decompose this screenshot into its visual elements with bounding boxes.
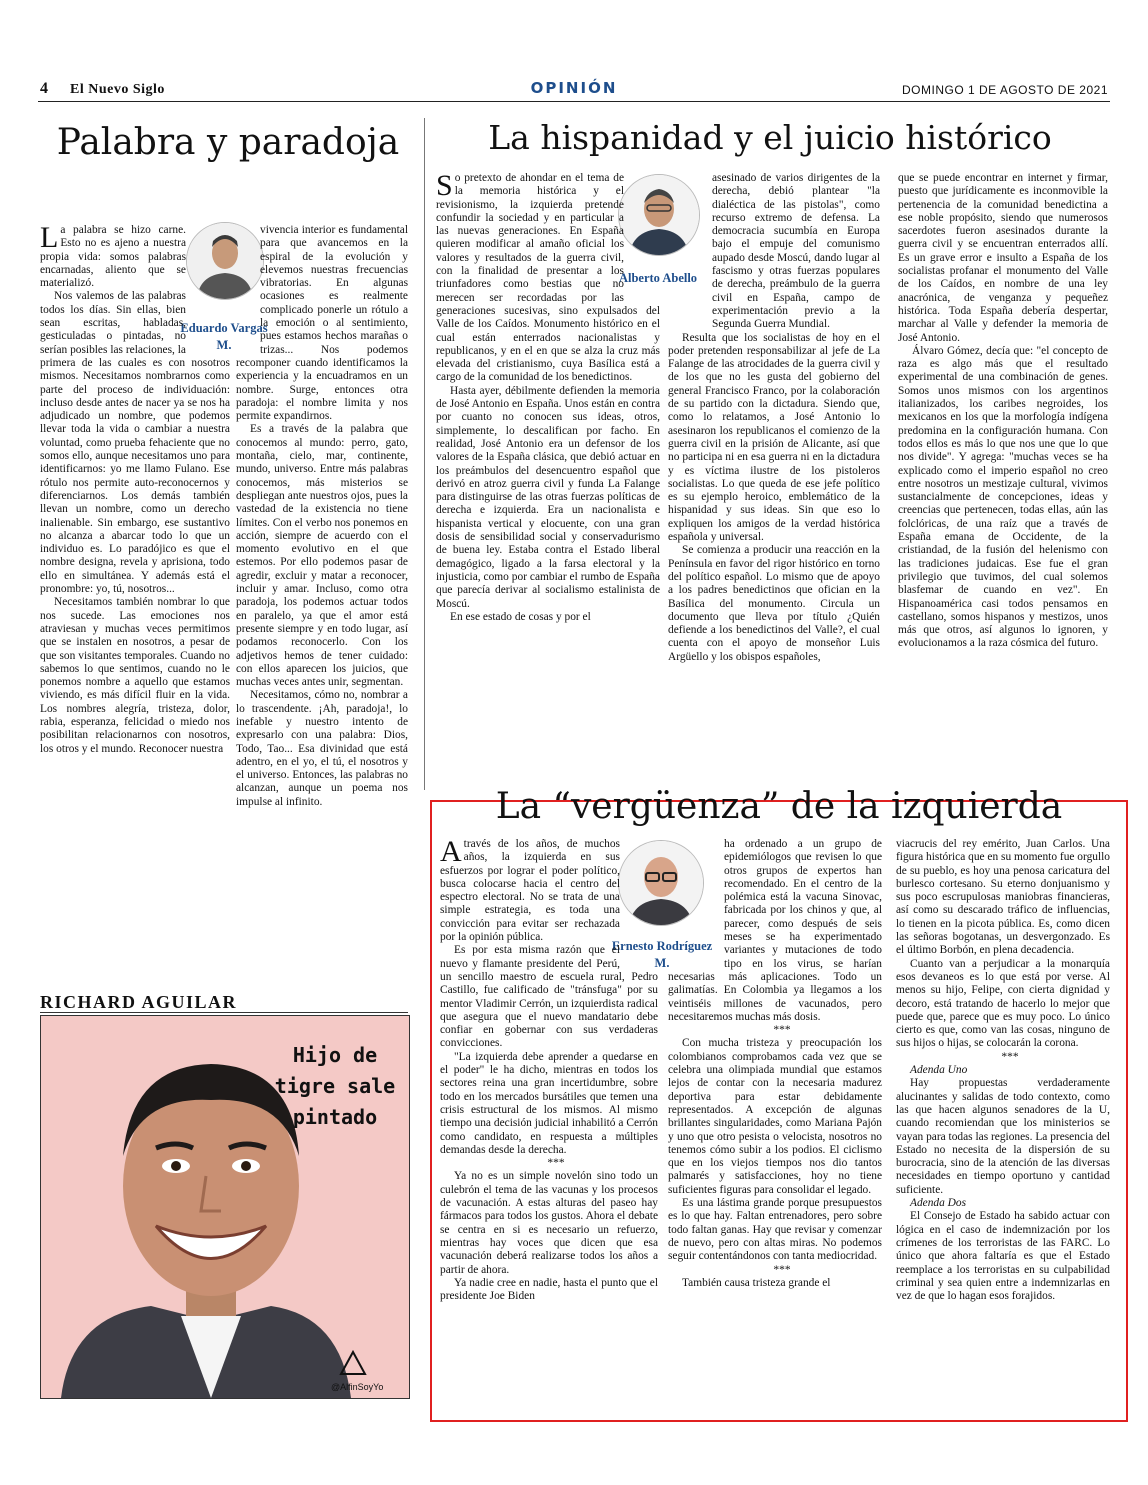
paragraph: Ya nadie cree en nadie, hasta el punto que el presidente Joe Biden — [440, 1276, 658, 1303]
paragraph: Hay propuestas verdaderamente alucinantes y salidas de todo contexto, como las que hacen algunos senadores de la U, cuando recomiendan que los ministerios se vayan para todas las regiones. La presencia del Estado no necesita de la dispersión de su burocracia, sino de la atención de las diversas necesidades en tiempo oportuno y cantidad suficiente. — [896, 1077, 1110, 1196]
author-byline: Ernesto Rodríguez M. — [611, 939, 713, 970]
cartoon-rule — [40, 1012, 408, 1013]
article-title: La “vergüenza” de la izquierda — [495, 786, 1063, 827]
paragraph: También causa tristeza grande el — [682, 1276, 831, 1289]
header-rule — [38, 101, 1110, 102]
paragraph: través de los años, de muchos años, la izquierda en sus esfuerzos por lograr el poder político, busca colocarse hacia el centro del espectro electoral. No se trata de una simple estrategia, es toda una convicción para evitar ser rechazada por la opinión pública. — [440, 838, 620, 944]
article-column — [668, 172, 880, 758]
article-column — [898, 172, 1108, 758]
author-byline: Eduardo Vargas M. — [180, 321, 268, 352]
section-separator: *** — [1001, 1050, 1019, 1063]
article-column — [40, 224, 230, 984]
paragraph: En ese estado de cosas y por el — [450, 610, 591, 623]
paragraph: o pretexto de ahondar en el tema de la memoria histórica y el revisionismo, la izquierda pretende confundir la sociedad y en particular a las nuevas generaciones. En España quieren modificar al amaño oficial los valores y resultados de la guerra civil, con la finalidad de presentar a los triunfadores como bestias que no merecen ser recordadas por las generaciones sucesivas, sino expulsados del Valle de los Caídos. Monumento histórico en el cual están enterrados nacionalistas y republicanos, y en el en que se alza la cruz más elevada del cristianismo, cuya Basílica está a cargo de la comunidad de los benedictinos. — [436, 172, 660, 384]
article-title: Palabra y paradoja — [56, 122, 400, 163]
paragraph: "La izquierda debe aprender a quedarse en el poder" le ha dicho, mientras en todos los sectores reina una gran incertidumbre, sobre todo en los mercados bursátiles que temen una crisis estructural de los mismos. Al mismo tiempo una decisión judicial inhabilitó a Cerrón como candidato, en respuesta a múltiples demandas desde la derecha. — [440, 1050, 658, 1156]
section-separator: *** — [773, 1024, 791, 1037]
paragraph: asesinado de varios dirigentes de la derecha, debió plantear "la dialéctica de las pistolas", como recurso extremo de defensa. La democracia sucumbía en Europa bajo el empuje del comunismo aupado desde Moscú, dando lugar al fascismo y otras fuerzas populares de derecha, preámbulo de la guerra civil en España, campo de experimentación previo a la Segunda Guerra Mundial. — [712, 172, 880, 331]
section-separator: *** — [547, 1157, 565, 1170]
paragraph: Es por esta misma razón que el nuevo y flamante presidente del Perú, un sencillo maestro de escuela rural, Pedro Castillo, fue calificado de "tránsfuga" por su mentor Vladimir Cerrón, un izquierdista radical que asegura que el nuevo mandatario debe confiar en gobernar con sus verdaderas convicciones. — [440, 944, 658, 1050]
article-column — [236, 224, 408, 984]
paragraph: a palabra se hizo carne. Esto no es ajeno a nuestra propia vida: somos palabras encarnadas, aliento que se materializó. — [40, 224, 186, 290]
drop-cap: A — [440, 838, 462, 868]
paragraph: El Consejo de Estado ha sabido actuar con lógica en el caso de indemnización por los crímenes de los terroristas de las FARC. Lo único que ahora faltaría es que el Estado reemplace a los terroristas en su culpabilidad criminal y sea quien entre a indemnizarlas en vez de que lo hagan esos forajidos. — [896, 1210, 1110, 1303]
subheading-addendum: Adenda Uno — [910, 1064, 968, 1077]
paragraph: que se puede encontrar en internet y firmar, puesto que jurídicamente es inconmovible la pertenencia de la comunidad benedictina a ese noble propósito, siendo que numerosos sacerdotes fueron asesinados durante la guerra civil y se encuentran enterrados allí. Es un grave error e insulto a España de los socialistas profanar el monumento del Valle de los Caídos, en nombre de una ley anacrónica, de venganza y pequeñez histórica. Toda España debería despertar, marchar al Valle y defender la memoria de José Antonio. — [898, 172, 1108, 344]
article-column — [668, 838, 882, 1410]
paragraph: vivencia interior es fundamental para que avancemos en la espiral de la evolución y elevemos nuestras frecuencias vibratorias. En algunas ocasiones es realmente complicado ponerle un rótulo a la emoción o al sentimiento, pues estamos hechos marañas o trizas... Nos podemos recomponer cuando identificamos la experiencia y la encuadramos en un nombre. Surge, entonces otra paradoja: el nombre limita y nos permite expandirnos. — [236, 224, 408, 423]
paragraph: Hasta ayer, débilmente defienden la memoria de José Antonio en España. Unos están en contra por cuanto no conocen sus ideas, otros, simplemente, lo descalifican por facho. En realidad, José Antonio era un defensor de los valores de la España clásica, que debió actuar en los preámbulos del desencuentro español que derivó en atroz guerra civil y funda La Falange para distinguirse de las otras fuerzas políticas de derecha e izquierda. Era un nacionalista e hispanista vertical y elocuente, con una gran dosis de sensibilidad social y conservadurismo de buena ley. Estaba contra el Estado liberal demagógico, ligado a la farsa electoral y la injusticia, como por cambiar el rumbo de España que parecía derivar al socialismo estalinista de Moscú. — [436, 384, 660, 610]
article-title: La hispanidad y el juicio histórico — [488, 118, 1052, 157]
cartoonist-name: RICHARD AGUILAR — [40, 992, 238, 1012]
drop-cap: S — [436, 172, 453, 202]
paragraph: Se comienza a producir una reacción en la Península en favor del rigor histórico en torno del político español. Lo mismo que de apoyo a los padres benedictinos que ofician en la Basílica del monumento. Circula un documento que lleva por título ¿Quién defiende a los benedictinos del Valle?, el cual cuenta con el apoyo de monseñor Luis Argüello y los obispos españoles, — [668, 544, 880, 663]
paragraph: Con mucha tristeza y preocupación los colombianos comprobamos cada vez que se celebra una olimpiada mundial que estamos lejos de contar con la necesaria madurez deportiva para estar debidamente representados. A excepción de algunas brillantes singularidades, como Mariana Pajón y uno que otro pesista o velocista, nosotros no tenemos cómo subir a los podios. El ciclismo que en los viejos tiempos nos dio tantos palmarés y satisfacciones, hoy no tiene suficientes figuras para consolidar el legado. — [668, 1037, 882, 1196]
page-number: 4 — [40, 80, 48, 97]
paragraph: Necesitamos, cómo no, nombrar a lo trascendente. ¡Ah, paradoja!, lo inefable y nuestro intento de expresarlo con una palabra: Dios, Todo, Tao... Esa divinidad que está adentro, en el yo, el tú, el nosotros y el universo. Entonces, las palabras no alcanzan, aunque un poema nos impulse al infinito. — [236, 689, 408, 808]
cartoon-caption: Hijo de tigre sale pintado — [274, 1043, 396, 1129]
paragraph: Álvaro Gómez, decía que: "el concepto de raza es algo más que el resultado experimental de una combinación de genes. Somos unos mismos con los argentinos italianizados, los caribes negroides, los mexicanos en los que la morfología indígena predomina en la configuración humana. Con todos ellos es más lo que nos une que lo que nos divide". Y agrega: "muchas veces se ha explicado como el imperio español no creo entre nosotros un mestizaje cultural, vivimos sustancialmente de concepciones, ideas y creencias que pertenecen, todas ellas, aún las folclóricas, de una raíz que a través de España emana de Occidente, de la cristiandad, de la fusión del helenismo con las tradiciones judaicas. Ese fue el gran privilegio que tuvimos, del cual solemos blasfemar de cuando en vez". En Hispanoamérica casi todos pensamos en castellano, somos hispanos y mestizos, unos más que otros, así algunos lo ignoren, y evolucionamos a la raza cósmica del futuro. — [898, 344, 1108, 650]
section-title: OPINIÓN — [530, 79, 618, 97]
editorial-cartoon — [40, 1015, 410, 1399]
paragraph: Es una lástima grande porque presupuestos es lo que hay. Faltan entrenadores, pero sobre todo faltan ganas. Hay que revisar y comenzar de nuevo, pero con altas miras. No podemos seguir contentándonos con tanta mediocridad. — [668, 1197, 882, 1263]
paragraph: Cuanto van a perjudicar a la monarquía esos devaneos es lo que está por verse. Al menos su hijo, Felipe, con cierta dignidad y decoro, está tratando de hacerlo lo mejor que puede que, parece que es muy poco. Lo único cierto es que, como van las cosas, ninguno de sus hijos o hijas, se colocarán la corona. — [896, 957, 1110, 1050]
author-byline: Alberto Abello — [618, 271, 698, 285]
drop-cap: L — [40, 224, 59, 254]
column-divider — [424, 118, 425, 790]
section-separator: *** — [773, 1263, 791, 1276]
cartoonist-signature: @AlfinSoyYo — [331, 1382, 384, 1392]
article-column — [896, 838, 1110, 1410]
paragraph: Ya no es un simple novelón sino todo un culebrón el tema de las vacunas y los procesos de vacunación. A estas alturas del paseo hay fármacos para todos los gustos. Ahora el debate se centra en si es necesario un refuerzo, mientras hay voces que dicen que esa vacunación deberá realizarse todos los años a partir de ahora. — [440, 1170, 658, 1276]
article-column — [440, 838, 658, 1410]
newspaper-name: El Nuevo Siglo — [70, 82, 165, 97]
paragraph: Es a través de la palabra que conocemos al mundo: perro, gato, montaña, cielo, mar, continente, mundo, universo. Entre más palabras conocemos, más misterios se despliegan ante nuestros ojos, pues la vastedad de la existencia no tiene límites. Con el verbo nos ponemos en acción, siempre de acuerdo con el momento evolutivo en el que estemos. Por ello podemos pasar de agredir, excluir y matar a reconocer, incluir y amar. Incluso, como otra paradoja, los podemos actuar todos en paralelo, ya que el amor está presente siempre y en todo lugar, así podamos reconocerlo. Con los adjetivos hemos de tener cuidado: con ellos aparecen los juicios, que muchas veces antes unir, segmentan. — [236, 423, 408, 689]
paragraph: viacrucis del rey emérito, Juan Carlos. Una figura histórica que en su momento fue orgullo de su pueblo, es hoy una penosa caricatura del burlesco cortesano. Su eterno donjuanismo y sus poco escrupulosas maniobras financieras, así como su descarado tráfico de influencias, lo tienen en la picota pública. Es, como dicen las señoras bogotanas, un desvergonzado. Es el último Borbón, en plena decadencia. — [896, 838, 1110, 957]
paragraph: Necesitamos también nombrar lo que nos sucede. Las emociones nos atraviesan y muchas veces permitimos que se instalen en nosotros, a pesar de que son visitantes temporales. Cuando no sabemos lo que sentimos, cuando no le ponemos nombre a aquello que estamos viviendo, es más difícil fluir en la vida. Los nombres alegría, tristeza, dolor, rabia, esperanza, felicidad o miedo nos posibilitan relacionarnos con nosotros, los otros y el mundo. Reconocer nuestra — [40, 596, 230, 755]
article-column — [436, 172, 660, 758]
paragraph: ha ordenado a un grupo de epidemiólogos que revisen lo que otros grupos de expertos han recomendado. En el centro de la polémica está la vacuna Sinovac, fabricada por los chinos y que, al parecer, como después de seis meses se ha experimentado variantes y mutaciones de todo tipo en los virus, se harían necesarias más aplicaciones. Todo un galimatías. En Colombia ya llegamos a los veintiséis millones de vacunados, pero necesitaremos muchas más dosis. — [668, 838, 882, 1023]
issue-date: DOMINGO 1 DE AGOSTO DE 2021 — [901, 83, 1108, 97]
paragraph: Nos valemos de las palabras todos los días. Sin ellas, bien sean escritas, habladas, gesticuladas o pintadas, no serían posibles las relaciones, la primera de las cuales es con nosotros mismos. Necesitamos nombrarnos como parte del proceso de individuación: incluso desde antes de nacer ya se nos ha adjudicado un nombre, que podemos llevar toda la vida o cambiar a nuestra voluntad, como prueba fehaciente que no somos ello, aunque necesitamos uno para identificarnos: yo me llamo Fulano. Ese rótulo nos permite auto-reconocernos y diferenciarnos. Los demás también llevan un nombre, como un derecho inalienable. Sin embargo, ese sustantivo no alcanza a abarcar todo lo que un individuo es. Lo paradójico es que el nombre designa, revela y aprisiona, todo ello en simultánea. Y además está el pronombre: yo, tú, nosotros... — [40, 290, 230, 596]
paragraph: Resulta que los socialistas de hoy en el poder pretenden responsabilizar al jefe de La Falange de las atrocidades de la guerra civil y de los que no les gusta del gobierno del general Francisco Franco, por la colaboración de su partido con la dictadura. Siendo que, como lo relatamos, a José Antonio lo asesinaron los republicanos el comienzo de la guerra civil en la prisión de Alicante, así que no participa ni en esa guerra ni en la dictadura y es víctima ilustre de los pistoleros socialistas. Lo que queda de ese jefe político es su ejemplo heroico, emblemático de la hispanidad y sus ideas. Sin que eso lo expliquen los amigos de la verdad histórica española y universal. — [668, 331, 880, 544]
subheading-addendum: Adenda Dos — [910, 1197, 966, 1210]
